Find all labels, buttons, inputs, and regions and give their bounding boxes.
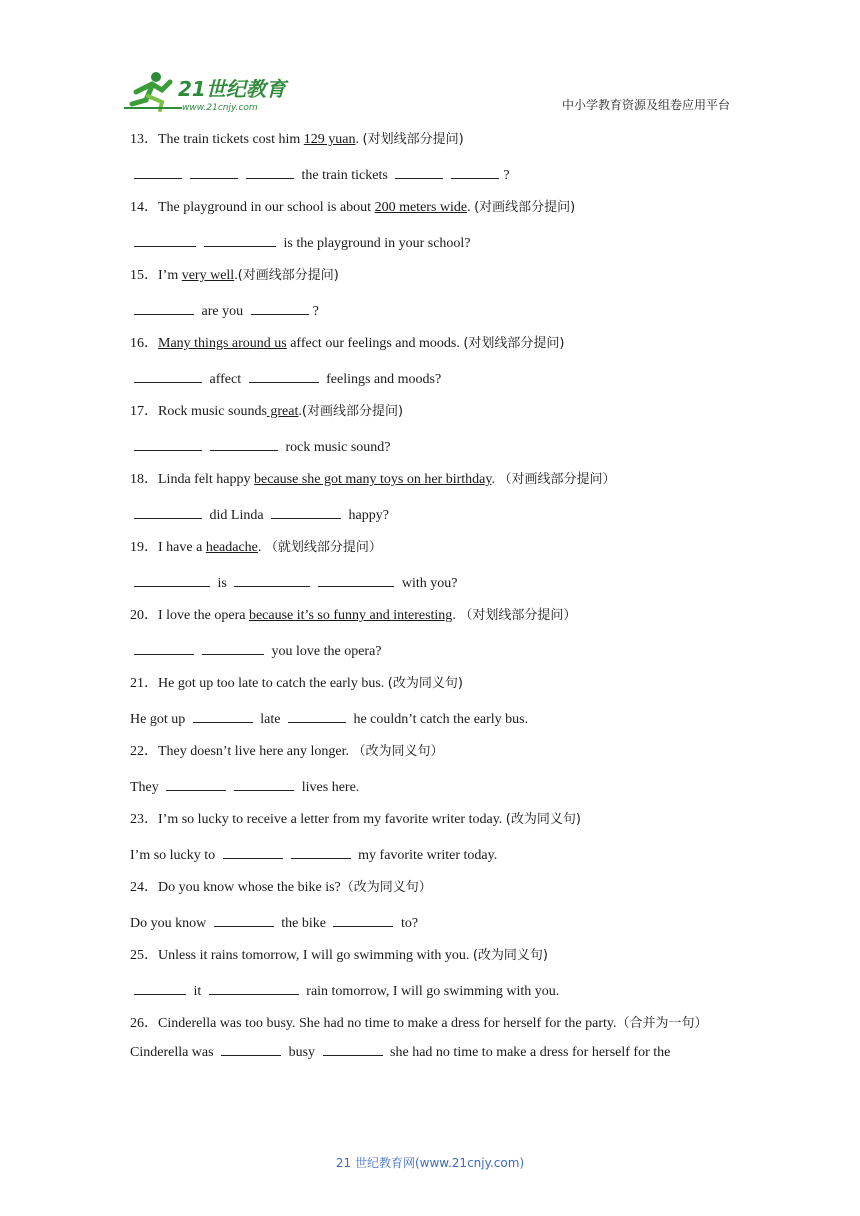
platform-tagline: 中小学教育资源及组卷应用平台: [561, 98, 730, 112]
answer-blank[interactable]: [134, 980, 186, 995]
answer-text: ?: [312, 304, 319, 319]
question-text: He got up too late to catch the early bus.: [158, 676, 388, 691]
question-number: 21．: [130, 676, 158, 691]
answer-text: he couldn’t catch the early bus.: [349, 712, 529, 727]
answer-text: you love the opera?: [268, 644, 382, 659]
answer-blank[interactable]: [221, 1041, 281, 1056]
answer-blank[interactable]: [451, 164, 499, 179]
answer-line: [130, 164, 740, 184]
answer-blank[interactable]: [288, 708, 346, 723]
question-line: [130, 334, 740, 354]
answer-blank[interactable]: [190, 164, 238, 179]
instruction-note: (对画线部分提问): [237, 268, 339, 283]
question-text: Cinderella was too busy. She had no time to make a dress for herself for the party.: [158, 1016, 617, 1031]
answer-line: [130, 640, 740, 660]
underlined-part: Many things around us: [158, 336, 287, 351]
answer-blank[interactable]: [333, 912, 393, 927]
underlined-part: very well: [181, 268, 235, 283]
instruction-note: (改为同义句): [505, 812, 581, 827]
answer-line: [130, 504, 740, 524]
answer-blank[interactable]: [234, 572, 310, 587]
question-line: [130, 130, 740, 150]
instruction-note: （就划线部分提问）: [264, 540, 382, 555]
question-text: Rock music sounds: [158, 404, 267, 419]
question-number: 17．: [130, 404, 158, 419]
instruction-note: （改为同义句）: [352, 744, 444, 759]
svg-text:21世纪教育: 21世纪教育: [178, 77, 286, 101]
question-text: .: [355, 132, 363, 147]
answer-line: [130, 436, 740, 456]
question-text: .: [298, 404, 302, 419]
question-text: .: [491, 472, 499, 487]
question-number: 25．: [130, 948, 158, 963]
answer-text: Cinderella was: [130, 1045, 218, 1060]
answer-text: They: [130, 780, 163, 795]
answer-text: the train tickets: [298, 168, 392, 183]
question-text: I’m so lucky to receive a letter from my favorite writer today.: [158, 812, 506, 827]
question-text: affect our feelings and moods.: [286, 336, 464, 351]
instruction-note: （合并为一句）: [616, 1016, 708, 1031]
question-text: I’m: [158, 268, 182, 283]
answer-text: my favorite writer today.: [354, 848, 498, 863]
runner-icon: [124, 72, 182, 110]
answer-text: Do you know: [130, 916, 210, 931]
page-header: [0, 66, 860, 116]
answer-line: [130, 232, 740, 252]
instruction-note: （改为同义句）: [340, 880, 432, 895]
answer-blank[interactable]: [318, 572, 394, 587]
answer-text: with you?: [398, 576, 458, 591]
answer-text: rock music sound?: [282, 440, 391, 455]
question-line: [130, 470, 740, 490]
answer-text: affect: [206, 372, 245, 387]
question-text: I love the opera: [158, 608, 249, 623]
answer-blank[interactable]: [202, 640, 264, 655]
question-line: [130, 606, 740, 626]
answer-line: [130, 776, 740, 796]
answer-text: did Linda: [206, 508, 268, 523]
question-text: Linda felt happy: [158, 472, 255, 487]
question-text: I have a: [158, 540, 206, 555]
question-number: 18．: [130, 472, 158, 487]
answer-text: feelings and moods?: [322, 372, 442, 387]
question-line: [130, 198, 740, 218]
underlined-part: because it’s so funny and interesting: [248, 608, 453, 623]
answer-blank[interactable]: [291, 844, 351, 859]
answer-blank[interactable]: [134, 640, 194, 655]
underlined-part: because she got many toys on her birthday: [254, 472, 492, 487]
answer-blank[interactable]: [223, 844, 283, 859]
question-text: .: [467, 200, 475, 215]
question-number: 15．: [130, 268, 158, 283]
question-text: They doesn’t live here any longer.: [158, 744, 353, 759]
instruction-note: (改为同义句): [472, 948, 549, 963]
answer-line: [130, 300, 740, 320]
answer-blank[interactable]: [134, 232, 196, 247]
question-text: .: [234, 268, 238, 283]
answer-text: He got up: [130, 712, 189, 727]
answer-blank[interactable]: [249, 368, 319, 383]
exercise-content: [130, 130, 740, 1061]
answer-blank[interactable]: [134, 572, 210, 587]
answer-blank[interactable]: [323, 1041, 383, 1056]
answer-blank[interactable]: [209, 980, 299, 995]
underlined-part: 200 meters wide: [374, 200, 468, 215]
site-logo: [122, 70, 292, 114]
answer-text: to?: [397, 916, 419, 931]
question-text: .: [452, 608, 460, 623]
question-number: 24．: [130, 880, 158, 895]
question-number: 26．: [130, 1016, 158, 1031]
underlined-part: great: [266, 404, 299, 419]
answer-blank[interactable]: [134, 368, 202, 383]
instruction-note: （对画线部分提问）: [498, 472, 616, 487]
answer-line: [130, 368, 740, 388]
answer-blank[interactable]: [134, 504, 202, 519]
answer-blank[interactable]: [395, 164, 443, 179]
answer-text: I’m so lucky to: [130, 848, 219, 863]
question-number: 23．: [130, 812, 158, 827]
question-line: [130, 538, 740, 558]
answer-blank[interactable]: [134, 300, 194, 315]
answer-blank[interactable]: [204, 232, 276, 247]
instruction-note: (对划线部分提问): [362, 132, 464, 147]
question-line: [130, 878, 740, 898]
question-number: 20．: [130, 608, 158, 623]
answer-text: rain tomorrow, I will go swimming with you.: [302, 984, 560, 999]
question-number: 22．: [130, 744, 158, 759]
question-number: 16．: [130, 336, 158, 351]
answer-blank[interactable]: [214, 912, 274, 927]
question-line: [130, 810, 740, 830]
instruction-note: (改为同义句): [387, 676, 463, 691]
answer-blank[interactable]: [246, 164, 294, 179]
answer-blank[interactable]: [193, 708, 253, 723]
page-footer: 21 世纪教育网(www.21cnjy.com): [335, 1156, 525, 1170]
instruction-note: (对画线部分提问): [474, 200, 576, 215]
answer-blank[interactable]: [271, 504, 341, 519]
instruction-note: (对划线部分提问): [463, 336, 565, 351]
question-line: [130, 1007, 740, 1041]
answer-line: [130, 912, 740, 932]
question-text: Do you know whose the bike is?: [158, 880, 341, 895]
answer-line: [130, 980, 740, 1000]
answer-text: she had no time to make a dress for herself for the: [386, 1045, 671, 1060]
question-line: [130, 674, 740, 694]
question-text: The playground in our school is about: [158, 200, 375, 215]
answer-line: [130, 572, 740, 592]
underlined-part: headache: [205, 540, 258, 555]
answer-text: ?: [503, 168, 510, 183]
answer-text: happy?: [345, 508, 389, 523]
answer-text: lives here.: [298, 780, 360, 795]
question-line: [130, 946, 740, 966]
question-number: 13．: [130, 132, 158, 147]
answer-text: the bike: [277, 916, 330, 931]
question-text: .: [257, 540, 265, 555]
answer-text: busy: [285, 1045, 319, 1060]
answer-text: is: [214, 576, 231, 591]
answer-blank[interactable]: [210, 436, 278, 451]
question-number: 14．: [130, 200, 158, 215]
answer-line: [130, 844, 740, 864]
answer-blank[interactable]: [134, 436, 202, 451]
answer-blank[interactable]: [134, 164, 182, 179]
question-line: [130, 742, 740, 762]
question-text: Unless it rains tomorrow, I will go swimming with you.: [158, 948, 473, 963]
answer-text: late: [256, 712, 284, 727]
answer-blank[interactable]: [234, 776, 294, 791]
answer-text: it: [190, 984, 205, 999]
question-number: 19．: [130, 540, 158, 555]
answer-text: is the playground in your school?: [280, 236, 471, 251]
underlined-part: 129 yuan: [303, 132, 356, 147]
question-text: The train tickets cost him: [158, 132, 304, 147]
question-line: [130, 402, 740, 422]
answer-text: are you: [198, 304, 247, 319]
instruction-note: （对划线部分提问）: [459, 608, 577, 623]
instruction-note: (对画线部分提问): [301, 404, 404, 419]
answer-blank[interactable]: [166, 776, 226, 791]
answer-line: [130, 1041, 740, 1061]
answer-line: [130, 708, 740, 728]
answer-blank[interactable]: [251, 300, 309, 315]
question-line: [130, 266, 740, 286]
svg-text:www.21cnjy.com: www.21cnjy.com: [182, 103, 258, 113]
